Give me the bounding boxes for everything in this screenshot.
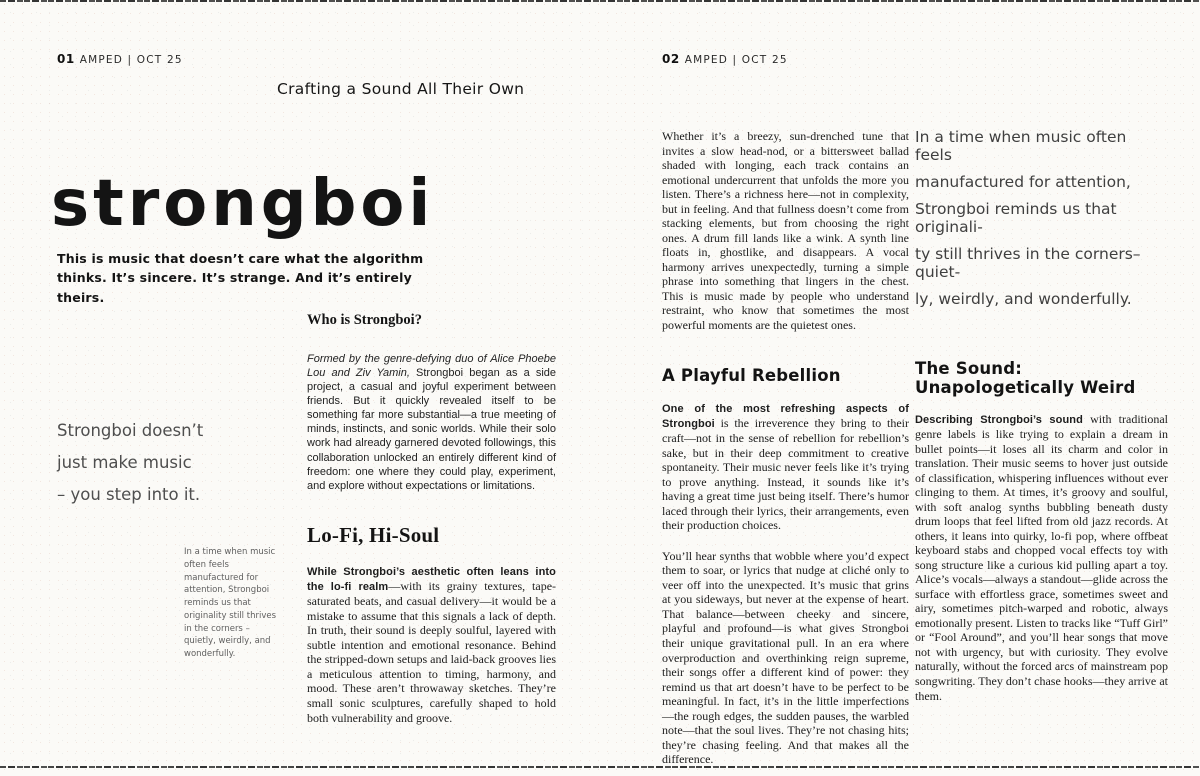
deck-line-2: thinks. It’s sincere. It’s strange. And it’s entirely theirs. (57, 270, 412, 305)
heading-line-2: Unapologetically Weird (915, 378, 1136, 398)
section-heading-rebellion: A Playful Rebellion (662, 366, 841, 386)
pull-quote-line: – you step into it. (57, 485, 201, 504)
paragraph-lead-italic: Formed by the genre-defying duo of Alice Phoebe Lou and Ziv Yamin, (307, 353, 556, 380)
paragraph-intro: Whether it’s a breezy, sun-drenched tune that invites a slow head-nod, or a bittersweet ballad shaded with longing, each track contains an emotional undercurrent that unfolds the more you listen. There’s a richness here—not in complexity, but in feeling. And that fullness doesn’t come from stacking elements, but from choosing the right ones. A drum fill lands like a wink. A synth line floats in, ghostlike, and disappears. A vocal harmony arrives unexpectedly, turning a simple phrase into something that lingers in the chest. This is music made by people who understand restraint, who know that sometimes the most powerful moments are the quietest ones. (662, 129, 909, 332)
pull-quote-left (57, 421, 203, 517)
paragraph-rebellion-2: You’ll hear synths that wobble where you’d expect them to soar, or lyrics that nudge at cliché only to veer off into the unexpected. It’s music that grins at you sideways, but never at the expense of heart. That balance—between cheeky and sincere, playful and profound—is what gives Strongboi their unique gravitational pull. In an era where overproduction and overthinking reign supreme, their songs offer a different kind of power: they remind us that art doesn’t have to be perfect to be meaningful. In fact, it’s in the little imperfections—the rough edges, the sudden pauses, the warbled note—that the soul lives. They’re not chasing hits; they’re chasing feeling. And that makes all the difference. (662, 548, 909, 767)
masthead-right (662, 52, 788, 66)
column-side (915, 128, 1168, 703)
masthead-label: AMPED | OCT 25 (79, 54, 183, 66)
masthead-label: AMPED | OCT 25 (684, 54, 788, 66)
page-right (600, 0, 1200, 776)
paragraph-body: —with its grainy textures, tape-saturated beats, and casual delivery—it would be a mistake to assume that this signals a lack of depth. In truth, their sound is deeply soulful, layered with subtle intention and emotional resonance. Behind the stripped-down setups and laid-back grooves lies a meticulous attention to timing, harmony, and mood. These aren’t throwaway sketches. They’re small sonic sculptures, carefully shaped to hold both vulnerability and groove. (307, 579, 557, 725)
paragraph-body: with traditional genre labels is like trying to explain a dream in bullet points—it loses all its charm and color in translation. Their music seems to hover just outside of classification, whispering influences without ever clinging to them. At times, it’s groovy and soulful, with soft analog synths bubbling beneath dusty drum loops that feel lifted from old jazz records. At others, it leans into quirky, lo-fi pop, where offbeat keyboard stabs and chopped vocal effects toy with song structure like a curious kid pulling apart a toy. Alice’s vocals—always a standout—glide across the surface with effortless grace, sometimes sweet and airy, sometimes pitch-warped and robotic, always emotionally present. Listen to tracks like “Tuff Girl” or “Fool Around”, and you’ll hear songs that move not with urgency, but with curiosity. They evolve naturally, without the forced arcs of mainstream pop songwriting. They don’t chase hooks—they arrive at them. (915, 411, 1169, 703)
pull-quote-line: ty still thrives in the corners–quiet- (915, 245, 1141, 281)
paragraph-rebellion (662, 401, 909, 533)
kicker: Crafting a Sound All Their Own (277, 80, 525, 98)
paragraph-body: Strongboi began as a side project, a casual and joyful experiment between friends. But it quickly revealed itself to be something far more substantial—a true meeting of minds, instincts, and sonic worlds. While their solo work had already garnered devoted followings, this collaboration unlocked an entirely different kind of freedom: one where they could play, experiment, and explore without expectations or limitations. (307, 367, 557, 492)
paragraph-lead-bold: Describing Strongboi’s sound (915, 413, 1083, 426)
paragraph-who (307, 352, 556, 493)
paragraph-sound (915, 412, 1168, 703)
pull-quote-line: ly, weirdly, and wonderfully. (915, 290, 1132, 308)
deck-line-1: This is music that doesn’t care what the algorithm (57, 251, 424, 266)
paragraph-lead-bold: While Strongboi’s aesthetic often leans into the lo-fi realm (307, 565, 556, 594)
masthead-left (57, 52, 183, 66)
section-heading-lofi: Lo-Fi, Hi-Soul (307, 522, 440, 547)
paragraph-body: is the irreverence they bring to their craft—not in the sense of rebellion for rebellion’s sake, but in their deep commitment to creative spontaneity. Their music never feels like it’s trying to prove anything. Instead, it sounds like it’s having a great time just being itself. There’s humor laced through their lyrics, their arrangements, even their production choices. (662, 415, 909, 533)
pull-quote-line: Strongboi doesn’t (57, 421, 204, 440)
heading-line-1: The Sound: (915, 359, 1023, 378)
column-who (307, 312, 556, 725)
deck (57, 249, 457, 307)
pull-quote-line: manufactured for attention, (915, 173, 1131, 191)
pull-quote-right (915, 128, 1168, 308)
pull-quote-line: just make music (57, 453, 192, 472)
page-number: 02 (662, 52, 680, 66)
section-heading-sound (915, 359, 1168, 398)
paragraph-lofi (307, 564, 556, 725)
page-number: 01 (57, 52, 75, 66)
paragraph-lead-bold: One of the most refreshing aspects of Strongboi (662, 402, 909, 430)
pull-quote-line: In a time when music often feels (915, 128, 1127, 164)
section-heading-who: Who is Strongboi? (307, 312, 422, 328)
article-title: strongboi (51, 167, 435, 241)
margin-caption: In a time when music often feels manufactured for attention, Strongboi reminds us that originality still thrives in the corners – quietly, weirdly, and wonderfully. (184, 547, 277, 659)
column-main (662, 129, 909, 767)
pull-quote-line: Strongboi reminds us that originali- (915, 200, 1117, 236)
